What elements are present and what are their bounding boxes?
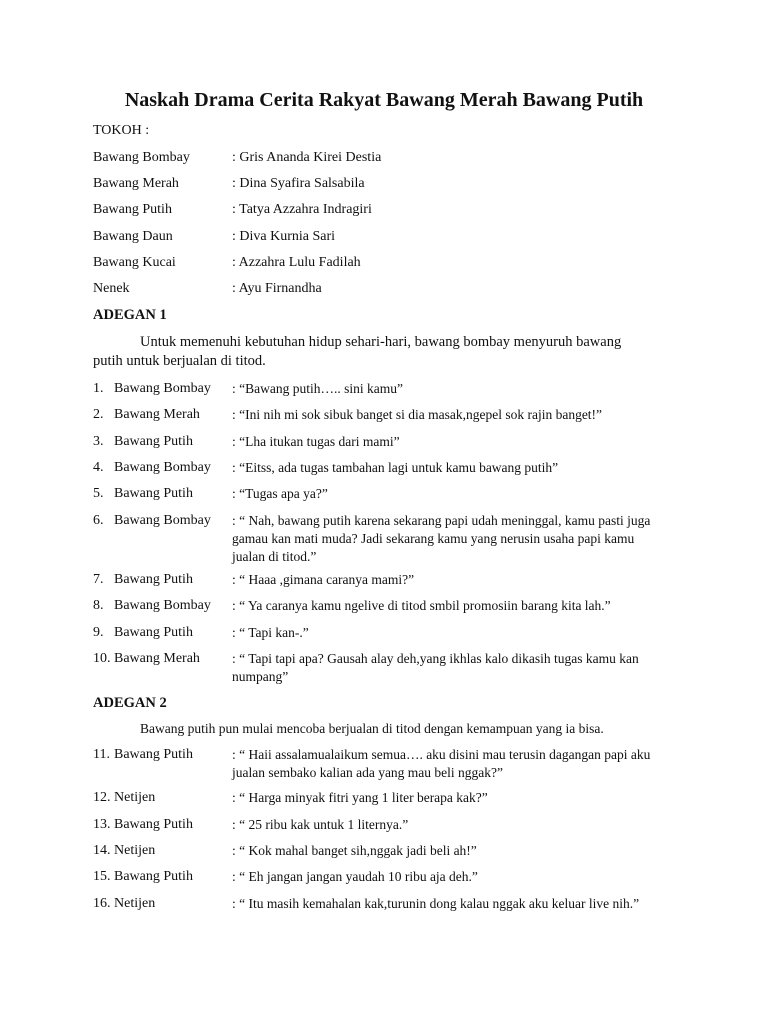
cast-actor: : Tatya Azzahra Indragiri [232, 202, 372, 217]
cast-actor: : Dina Syafira Salsabila [232, 176, 365, 191]
document-title: Naskah Drama Cerita Rakyat Bawang Merah Bawang Putih [124, 89, 644, 111]
dialogue-line: : “ Tapi tapi apa? Gausah alay deh,yang ikhlas kalo dikasih tugas kamu kan numpang” [232, 651, 639, 684]
speaker-name: Bawang Putih [114, 572, 193, 587]
speaker-name: Bawang Putih [114, 747, 193, 762]
line-number: 5. [93, 486, 104, 501]
cast-actor: : Ayu Firnandha [232, 281, 322, 296]
dialogue-line: : “ Nah, bawang putih karena sekarang papi udah meninggal, kamu pasti juga gamau kan mati muda? Jadi sekarang kamu yang nerusin usaha papi kamu jualan di titod.” [232, 513, 651, 564]
cast-role: Bawang Putih [93, 202, 172, 217]
line-number: 4. [93, 460, 104, 475]
speaker-name: Bawang Merah [114, 651, 200, 666]
line-number: 15. [93, 869, 111, 884]
speaker-name: Bawang Putih [114, 486, 193, 501]
dialogue-line: : “ Ya caranya kamu ngelive di titod smbil promosiin barang kita lah.” [232, 598, 611, 613]
scene-narration [93, 333, 673, 371]
scene-heading: ADEGAN 1 [93, 307, 167, 323]
narration-line: Untuk memenuhi kebutuhan hidup sehari-hari, bawang bombay menyuruh bawang [140, 334, 622, 350]
speaker-name: Bawang Putih [114, 869, 193, 884]
speaker-name: Bawang Bombay [114, 598, 211, 613]
speaker-name: Bawang Bombay [114, 381, 211, 396]
scene-narration: Bawang putih pun mulai mencoba berjualan di titod dengan kemampuan yang ia bisa. [140, 721, 604, 736]
cast-actor: : Diva Kurnia Sari [232, 229, 336, 244]
speaker-name: Bawang Bombay [114, 513, 211, 528]
narration-line: putih untuk berjualan di titod. [93, 353, 266, 369]
line-number: 1. [93, 381, 104, 396]
dialogue-line: : “Tugas apa ya?” [232, 486, 328, 501]
line-number: 11. [93, 747, 110, 762]
line-number: 7. [93, 572, 104, 587]
dialogue-line: : “ 25 ribu kak untuk 1 liternya.” [232, 817, 409, 832]
line-number: 9. [93, 625, 104, 640]
line-number: 6. [93, 513, 104, 528]
speaker-name: Bawang Putih [114, 625, 193, 640]
speaker-name: Bawang Putih [114, 434, 193, 449]
line-number: 14. [93, 843, 111, 858]
dialogue-line: : “Lha itukan tugas dari mami” [232, 434, 400, 449]
dialogue-line: : “ Haii assalamualaikum semua…. aku disini mau terusin dagangan papi aku jualan sembako kalian ada yang mau beli nggak?” [232, 747, 651, 780]
cast-role: Bawang Bombay [93, 150, 190, 165]
dialogue-line: : “Bawang putih….. sini kamu” [232, 381, 403, 396]
dialogue-line: : “Ini nih mi sok sibuk banget si dia masak,ngepel sok rajin banget!” [232, 407, 603, 422]
line-number: 8. [93, 598, 104, 613]
scene-heading: ADEGAN 2 [93, 695, 167, 711]
speaker-name: Netijen [114, 896, 156, 911]
line-number: 12. [93, 790, 111, 805]
cast-role: Nenek [93, 281, 130, 296]
speaker-name: Bawang Bombay [114, 460, 211, 475]
cast-role: Bawang Merah [93, 176, 179, 191]
line-number: 3. [93, 434, 104, 449]
cast-heading: TOKOH : [93, 123, 150, 138]
dialogue-line: : “ Haaa ,gimana caranya mami?” [232, 572, 415, 587]
line-number: 16. [93, 896, 111, 911]
line-number: 2. [93, 407, 104, 422]
line-number: 10. [93, 651, 111, 666]
speaker-name: Netijen [114, 843, 156, 858]
dialogue-line: : “ Itu masih kemahalan kak,turunin dong kalau nggak aku keluar live nih.” [232, 896, 640, 911]
speaker-name: Netijen [114, 790, 156, 805]
cast-actor: : Azzahra Lulu Fadilah [232, 255, 361, 270]
dialogue-line: : “Eitss, ada tugas tambahan lagi untuk kamu bawang putih” [232, 460, 559, 475]
dialogue-line: : “ Harga minyak fitri yang 1 liter berapa kak?” [232, 790, 488, 805]
cast-role: Bawang Kucai [93, 255, 176, 270]
dialogue-line: : “ Kok mahal banget sih,nggak jadi beli ah!” [232, 843, 477, 858]
cast-actor: : Gris Ananda Kirei Destia [232, 150, 382, 165]
speaker-name: Bawang Merah [114, 407, 200, 422]
cast-role: Bawang Daun [93, 229, 173, 244]
dialogue-line: : “ Tapi kan-.” [232, 625, 309, 640]
speaker-name: Bawang Putih [114, 817, 193, 832]
dialogue-line: : “ Eh jangan jangan yaudah 10 ribu aja deh.” [232, 869, 478, 884]
line-number: 13. [93, 817, 111, 832]
